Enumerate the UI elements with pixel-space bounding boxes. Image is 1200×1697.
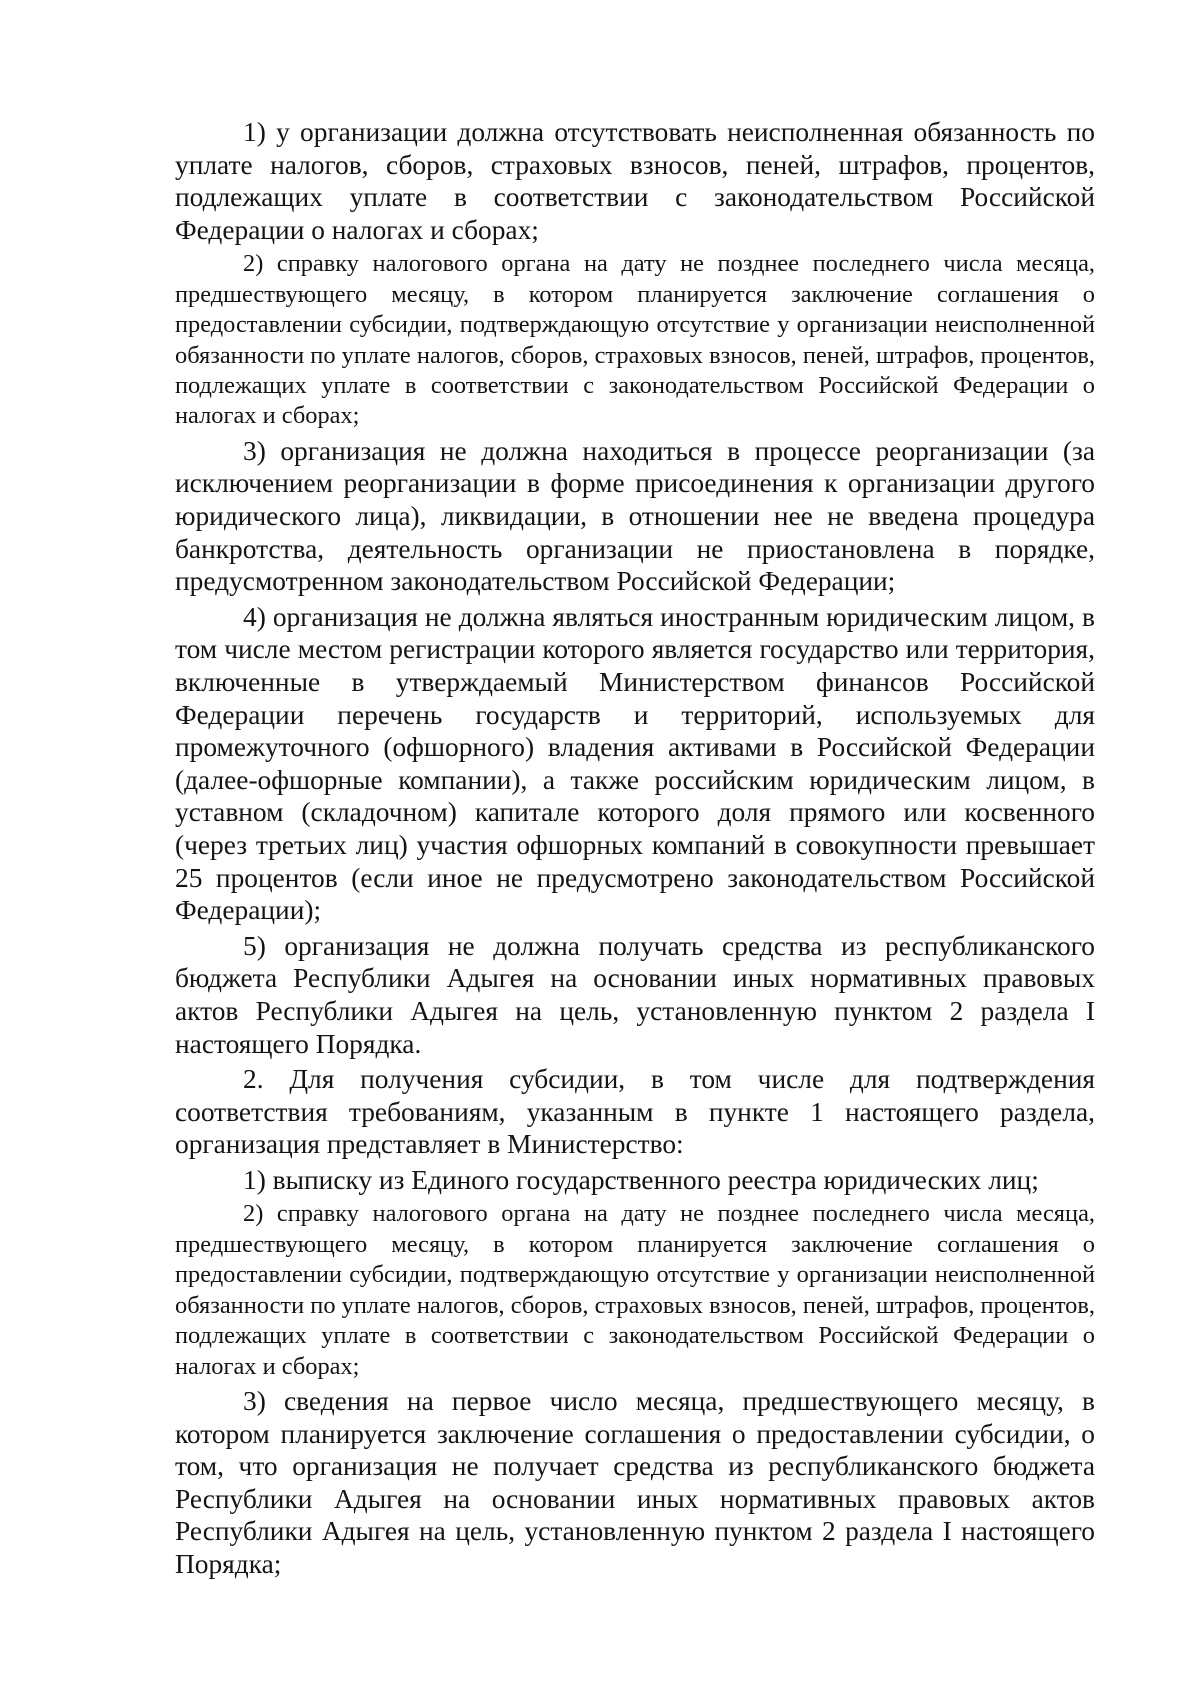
paragraph-requirement-3: 3) организация не должна находиться в процессе реорганизации (за исключением реорганизации в форме присоединения к организации другого юридического лица), ликвидации, в отношении нее не введена процедура банкротства, деятельность организации не приостановлена в порядке, предусмотренном законодательством Российской Федерации; [175,435,1095,597]
paragraph-requirement-4: 4) организация не должна являться иностранным юридическим лицом, в том числе местом регистрации которого является государство или территория, включенные в утверждаемый Министерством финансов Российской Федерации перечень государств и территорий, используемых для промежуточного (офшорного) владения активами в Российской Федерации (далее-офшорные компании), а также российским юридическим лицом, в уставном (складочном) капитале которого доля прямого или косвенного (через третьих лиц) участия офшорных компаний в совокупности превышает 25 процентов (если иное не предусмотрено законодательством Российской Федерации); [175,601,1095,926]
paragraph-document-3: 3) сведения на первое число месяца, предшествующего месяцу, в котором планируется заключение соглашения о предоставлении субсидии, о том, что организация не получает средства из республиканского бюджета Республики Адыгея на основании иных нормативных правовых актов Республики Адыгея на цель, установленную пунктом 2 раздела I настоящего Порядка; [175,1385,1095,1579]
paragraph-requirement-1: 1) у организации должна отсутствовать неисполненная обязанность по уплате налогов, сборов, страховых взносов, пеней, штрафов, процентов, подлежащих уплате в соответствии с законодательством Российской Федерации о налогах и сборах; [175,117,1095,245]
paragraph-document-2: 2) справку налогового органа на дату не позднее последнего числа месяца, предшествующего месяцу, в котором планируется заключение соглашения о предоставлении субсидии, подтверждающую отсутствие у организации неисполненной обязанности по уплате налогов, сборов, страховых взносов, пеней, штрафов, процентов, подлежащих уплате в соответствии с законодательством Российской Федерации о налогах и сборах; [175,1200,1095,1380]
document-body [175,116,1095,1583]
paragraph-document-1: 1) выписку из Единого государственного реестра юридических лиц; [243,1164,1039,1195]
paragraph-requirement-5: 5) организация не должна получать средства из республиканского бюджета Республики Адыгея на основании иных нормативных правовых актов Республики Адыгея на цель, установленную пунктом 2 раздела I настоящего Порядка. [175,930,1095,1059]
paragraph-tax-certificate: 2) справку налогового органа на дату не позднее последнего числа месяца, предшествующего месяцу, в котором планируется заключение соглашения о предоставлении субсидии, подтверждающую отсутствие у организации неисполненной обязанности по уплате налогов, сборов, страховых взносов, пеней, штрафов, процентов, подлежащих уплате в соответствии с законодательством Российской Федерации о налогах и сборах; [175,250,1095,430]
paragraph-section-2: 2. Для получения субсидии, в том числе для подтверждения соответствия требованиям, указанным в пункте 1 настоящего раздела, организация представляет в Министерство: [175,1064,1095,1160]
